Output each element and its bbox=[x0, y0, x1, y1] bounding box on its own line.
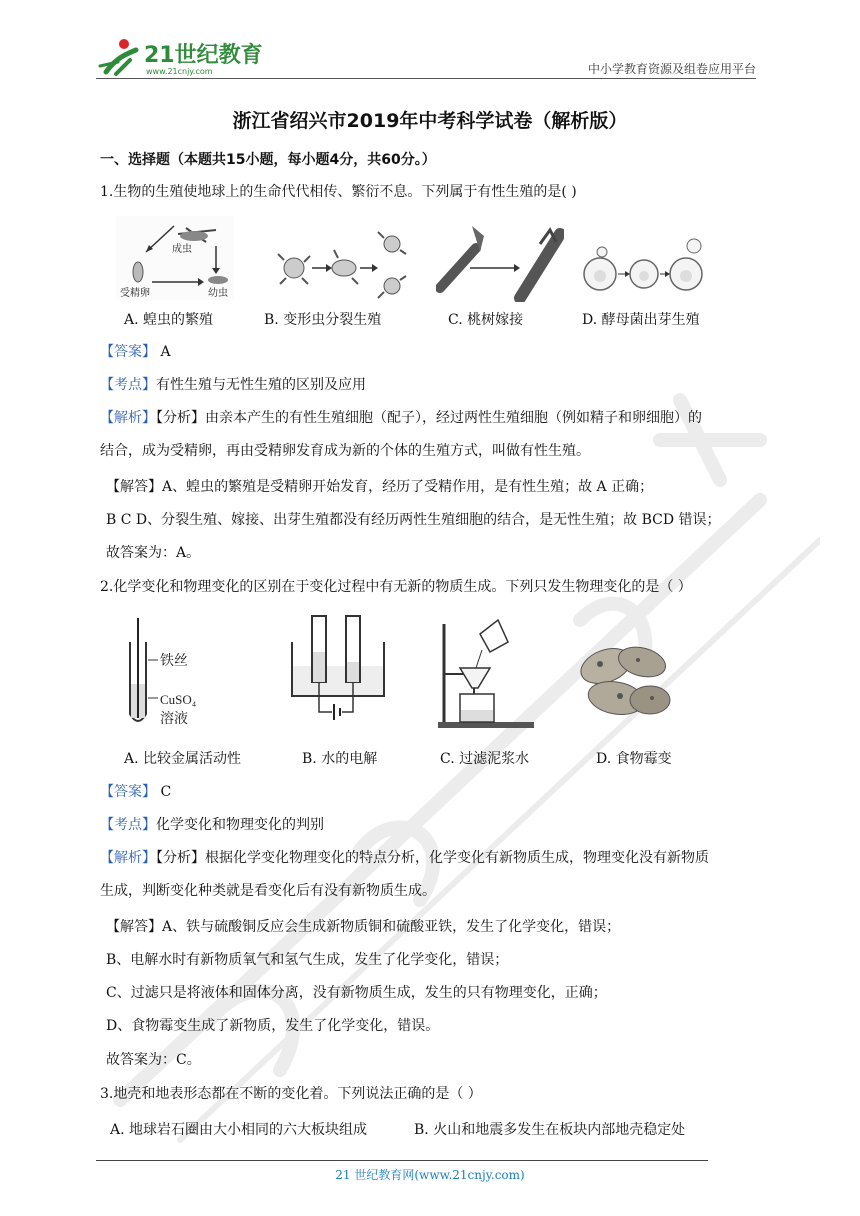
q2-solution-2: B、电解水时有新物质氧气和氢气生成，发生了化学变化，错误； bbox=[106, 952, 509, 968]
site-logo bbox=[96, 36, 266, 78]
point-tag: 【考点】 bbox=[100, 817, 156, 833]
q2-solution-5: 故答案为：C。 bbox=[106, 1052, 201, 1068]
fig-label-larva: 幼虫 bbox=[208, 288, 228, 299]
point-tag: 【考点】 bbox=[100, 377, 156, 393]
q1-option-b: B. 变形虫分裂生殖 bbox=[264, 312, 382, 328]
q1-option-a: A. 蝗虫的繁殖 bbox=[124, 312, 214, 328]
q2-analysis-line-1 bbox=[100, 848, 709, 868]
q2-figure-test-tube bbox=[118, 618, 228, 730]
q2-figure-filtration bbox=[436, 614, 536, 730]
q2-stem: 2.化学变化和物理变化的区别在于变化过程中有无新的物质生成。下列只发生物理变化的是（ ） bbox=[100, 579, 692, 595]
fig-label-wire: 铁丝 bbox=[160, 653, 188, 669]
section-heading: 一、选择题（本题共15小题，每小题4分，共60分。） bbox=[100, 152, 436, 168]
fig-label-solution: 溶液 bbox=[160, 711, 188, 727]
q2-option-b: B. 水的电解 bbox=[302, 751, 378, 767]
q2-figure-moldy-food bbox=[576, 636, 672, 728]
exam-title: 浙江省绍兴市2019年中考科学试卷（解析版） bbox=[232, 110, 628, 132]
q3-stem: 3.地壳和地表形态都在不断的变化着。下列说法正确的是（ ） bbox=[100, 1086, 482, 1102]
q3-option-b: B. 火山和地震多发生在板块内部地壳稳定处 bbox=[414, 1122, 686, 1138]
q2-option-a: A. 比较金属活动性 bbox=[124, 751, 242, 767]
q1-figure-graft bbox=[436, 218, 564, 302]
q1-figure-locust bbox=[116, 216, 234, 300]
answer-tag: 【答案】 bbox=[100, 344, 156, 360]
q1-option-c: C. 桃树嫁接 bbox=[448, 312, 524, 328]
q1-analysis-line-1 bbox=[100, 408, 702, 428]
q1-point-line bbox=[100, 375, 366, 395]
q1-solution-1: 【解答】A、蝗虫的繁殖是受精卵开始发育，经历了受精作用，是有性生殖；故 A 正确； bbox=[106, 479, 654, 495]
q2-option-c: C. 过滤泥浆水 bbox=[440, 751, 530, 767]
q2-solution-3: C、过滤只是将液体和固体分离，没有新物质生成，发生的只有物理变化，正确； bbox=[106, 985, 607, 1001]
q2-answer-line bbox=[100, 782, 171, 802]
q2-analysis-2: 生成，判断变化种类就是看变化后有没有新物质生成。 bbox=[100, 883, 436, 899]
q1-stem: 1.生物的生殖使地球上的生命代代相传、繁衍不息。下列属于有性生殖的是( ) bbox=[100, 184, 577, 200]
q1-solution-2: B C D、分裂生殖、嫁接、出芽生殖都没有经历两性生殖细胞的结合，是无性生殖；故 BCD 错误； bbox=[106, 512, 721, 528]
fig-label-formula: CuSO₄ bbox=[160, 692, 197, 707]
q3-option-a: A. 地球岩石圈由大小相同的六大板块组成 bbox=[110, 1122, 368, 1138]
header-divider bbox=[96, 78, 756, 79]
q2-option-d: D. 食物霉变 bbox=[596, 751, 672, 767]
answer-tag: 【答案】 bbox=[100, 784, 156, 800]
q1-point: 有性生殖与无性生殖的区别及应用 bbox=[156, 377, 366, 393]
q1-answer-line bbox=[100, 342, 171, 362]
q2-figure-electrolysis bbox=[288, 612, 388, 726]
q1-analysis-2: 结合，成为受精卵，再由受精卵发育成为新的个体的生殖方式，叫做有性生殖。 bbox=[100, 443, 590, 459]
q2-analysis-1: 【分析】根据化学变化物理变化的特点分析，化学变化有新物质生成，物理变化没有新物质 bbox=[156, 850, 709, 866]
q1-answer: A bbox=[160, 344, 171, 360]
q2-point: 化学变化和物理变化的判别 bbox=[156, 817, 324, 833]
q2-point-line bbox=[100, 815, 324, 835]
q1-solution-3: 故答案为：A。 bbox=[106, 545, 201, 561]
fig-label-adult: 成虫 bbox=[172, 244, 192, 255]
q1-figure-yeast bbox=[578, 232, 710, 300]
header-platform-text: 中小学教育资源及组卷应用平台 bbox=[587, 62, 756, 76]
footer-divider bbox=[96, 1160, 708, 1161]
footer-link[interactable]: 21 世纪教育网(www.21cnjy.com) bbox=[335, 1168, 525, 1182]
fig-label-egg: 受精卵 bbox=[120, 288, 150, 299]
logo-url-text: www.21cnjy.com bbox=[146, 67, 213, 76]
q2-solution-4: D、食物霉变生成了新物质，发生了化学变化，错误。 bbox=[106, 1018, 440, 1034]
q1-option-d: D. 酵母菌出芽生殖 bbox=[582, 312, 700, 328]
q1-analysis-1: 【分析】由亲本产生的有性生殖细胞（配子），经过两性生殖细胞（例如精子和卵细胞）的 bbox=[156, 410, 702, 426]
q2-solution-1: 【解答】A、铁与硫酸铜反应会生成新物质铜和硫酸亚铁，发生了化学变化，错误； bbox=[106, 919, 621, 935]
q2-answer: C bbox=[160, 784, 172, 800]
q1-figure-amoeba bbox=[276, 220, 408, 300]
logo-text: 21世纪教育 bbox=[144, 43, 263, 68]
analysis-tag: 【解析】 bbox=[100, 850, 156, 866]
analysis-tag: 【解析】 bbox=[100, 410, 156, 426]
